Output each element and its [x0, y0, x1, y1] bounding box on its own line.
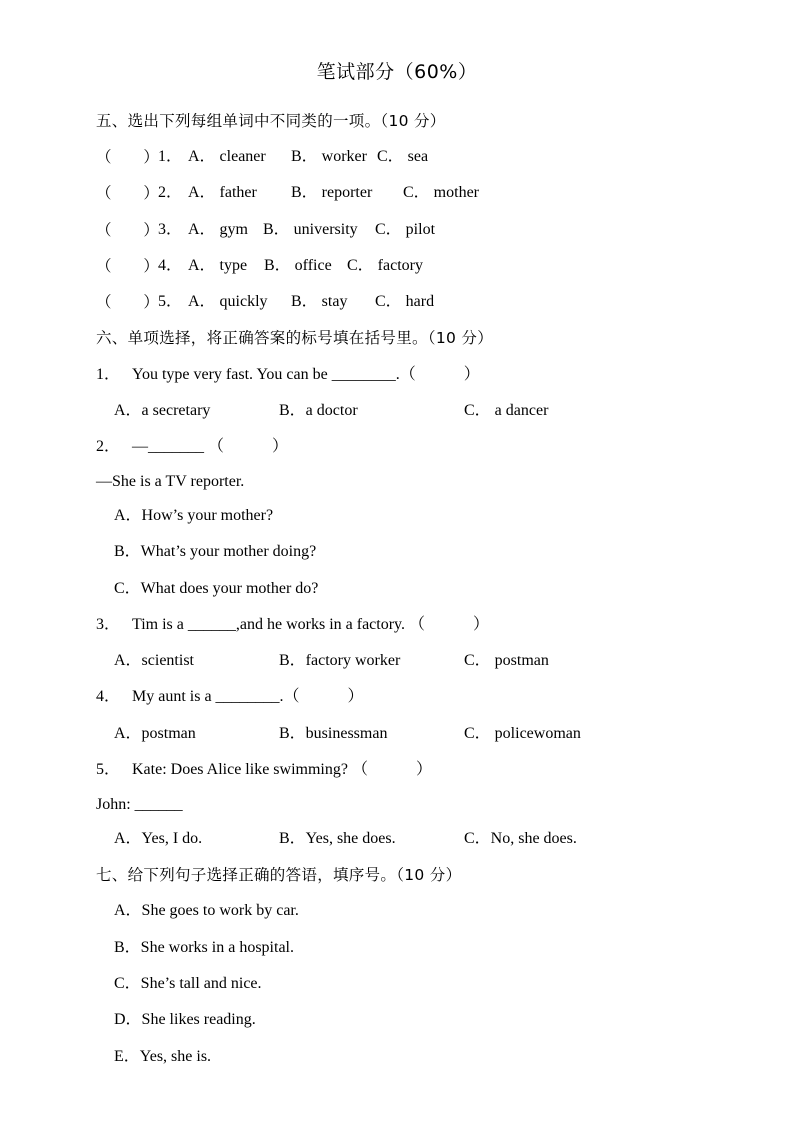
- option-b: B．a doctor: [279, 402, 358, 419]
- option-a: A．postman: [114, 725, 196, 742]
- section7-option-b: B．She works in a hospital.: [114, 939, 294, 956]
- option-a: A．How’s your mother?: [114, 507, 274, 524]
- answer-bracket[interactable]: （ ）: [96, 293, 160, 311]
- question-text: —_______ （ ）: [132, 438, 289, 455]
- option-c: C． postman: [464, 652, 549, 669]
- option-a: A．scientist: [114, 652, 194, 669]
- item-number: 5．: [158, 293, 183, 310]
- section7-option-a: A．She goes to work by car.: [114, 902, 299, 919]
- option-c: C． mother: [403, 184, 479, 201]
- answer-bracket[interactable]: （ ）: [96, 184, 160, 202]
- question-number: 3．: [96, 616, 121, 633]
- option-a: A． quickly: [188, 293, 268, 310]
- option-b: B． office: [264, 257, 332, 274]
- answer-line: John: ______: [96, 796, 183, 813]
- option-a: A． gym: [188, 221, 249, 238]
- option-b: B．What’s your mother doing?: [114, 543, 317, 560]
- option-b: B． worker: [291, 148, 367, 165]
- option-c: C． a dancer: [464, 402, 549, 419]
- section7-option-e: E．Yes, she is.: [114, 1048, 212, 1065]
- section5-heading: 五、选出下列每组单词中不同类的一项。（10 分）: [96, 112, 446, 130]
- question-text: Kate: Does Alice like swimming? （ ）: [132, 761, 432, 778]
- option-a: A． father: [188, 184, 257, 201]
- option-b: B． reporter: [291, 184, 373, 201]
- question-number: 1．: [96, 366, 121, 383]
- option-c: C． factory: [347, 257, 423, 274]
- item-number: 4．: [158, 257, 183, 274]
- answer-line: —She is a TV reporter.: [96, 473, 245, 490]
- item-number: 3．: [158, 221, 183, 238]
- question-number: 5．: [96, 761, 121, 778]
- answer-bracket[interactable]: （ ）: [96, 221, 160, 239]
- page-title: 笔试部分（60%）: [316, 61, 478, 83]
- option-b: B． stay: [291, 293, 348, 310]
- answer-bracket[interactable]: （ ）: [96, 148, 160, 166]
- section6-heading: 六、单项选择，将正确答案的标号填在括号里。（10 分）: [96, 329, 494, 347]
- option-b: B．Yes, she does.: [279, 830, 396, 847]
- option-c: C．No, she does.: [464, 830, 577, 847]
- question-text: My aunt is a ________.（ ）: [132, 688, 364, 705]
- question-text: Tim is a ______,and he works in a factory. （ ）: [132, 616, 490, 633]
- question-text: You type very fast. You can be ________.（ ）: [132, 366, 480, 383]
- section7-option-c: C．She’s tall and nice.: [114, 975, 262, 992]
- question-number: 4．: [96, 688, 121, 705]
- item-number: 1．: [158, 148, 183, 165]
- option-b: B． university: [263, 221, 358, 238]
- option-c: C．What does your mother do?: [114, 580, 319, 597]
- question-number: 2．: [96, 438, 121, 455]
- section7-heading: 七、给下列句子选择正确的答语，填序号。（10 分）: [96, 866, 462, 884]
- option-a: A．a secretary: [114, 402, 211, 419]
- option-a: A． cleaner: [188, 148, 266, 165]
- option-c: C． sea: [377, 148, 429, 165]
- option-b: B．factory worker: [279, 652, 401, 669]
- option-c: C． pilot: [375, 221, 436, 238]
- option-c: C． policewoman: [464, 725, 581, 742]
- option-b: B．businessman: [279, 725, 388, 742]
- option-a: A． type: [188, 257, 248, 274]
- answer-bracket[interactable]: （ ）: [96, 257, 160, 275]
- option-a: A．Yes, I do.: [114, 830, 203, 847]
- option-c: C． hard: [375, 293, 435, 310]
- section7-option-d: D．She likes reading.: [114, 1011, 256, 1028]
- item-number: 2．: [158, 184, 183, 201]
